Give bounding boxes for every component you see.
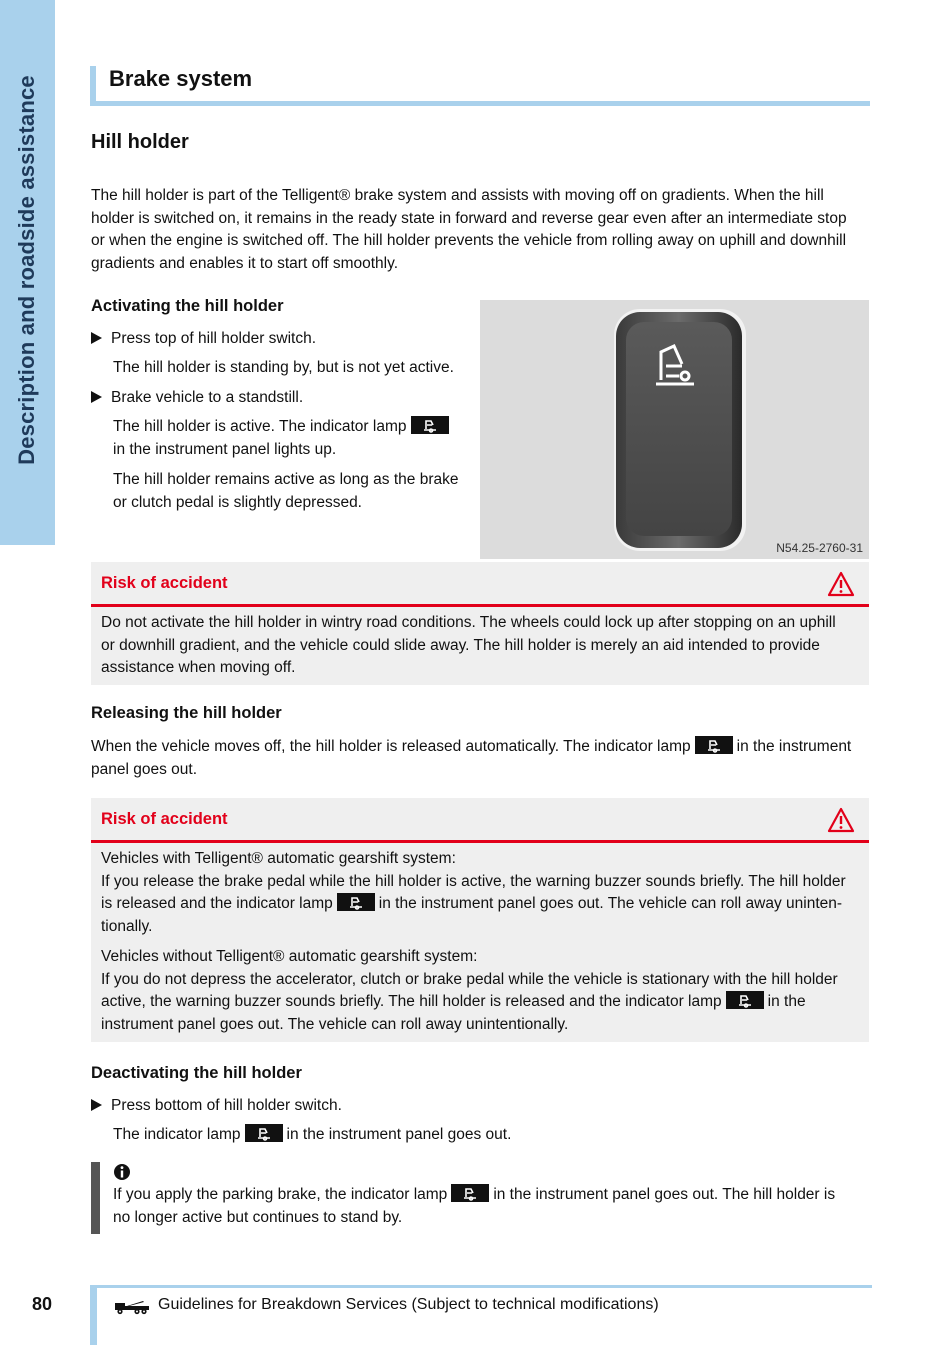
switch-figure (480, 300, 869, 559)
note-text (113, 1184, 835, 1229)
note-line: no longer active but continues to stand by. (113, 1208, 403, 1226)
warning-line: If you release the brake pedal while the hill holder is active, the warning buzzer sounds briefly. The hill holder (101, 872, 846, 890)
result-text: The indicator lamp (113, 1126, 241, 1143)
warning-title: Risk of accident (101, 810, 228, 828)
hill-holder-lamp-icon (451, 1184, 489, 1202)
warning-line: or downhill gradient, and the vehicle could slide away. The hill holder is merely an aid intended to provide (101, 636, 820, 654)
warning-line: Do not activate the hill holder in wintry road conditions. The wheels could lock up after stopping on an uphill (101, 614, 836, 631)
bullet-arrow-icon (91, 391, 102, 403)
figure-caption: N54.25-2760-31 (776, 541, 863, 555)
side-chapter-tab (0, 0, 55, 545)
info-note (91, 1162, 869, 1234)
warning-paragraph (101, 946, 859, 1036)
paragraph-text: in the instrument (736, 738, 852, 755)
intro-line: holder is switched on, it remains in the ready state in forward and reverse gear even after an intermediate stop (91, 209, 847, 227)
warning-line: Vehicles without Telligent® automatic gearshift system: (101, 948, 478, 965)
footer-text: Guidelines for Breakdown Services (Subject to technical modifications) (158, 1296, 659, 1313)
paragraph-text: panel goes out. (91, 760, 198, 778)
step-text: Brake vehicle to a standstill. (111, 389, 304, 406)
chapter-header (90, 66, 870, 106)
activating-result-1: The hill holder is standing by, but is not yet active. (113, 359, 454, 376)
paragraph-text: When the vehicle moves off, the hill holder is released automatically. The indicator lamp (91, 738, 691, 755)
intro-line: gradients and enables it to start off smoothly. (91, 254, 399, 272)
warning-line: active, the warning buzzer sounds briefly. The hill holder is released and the indicator lamp (101, 993, 722, 1010)
warning-line: Vehicles with Telligent® automatic gearshift system: (101, 850, 456, 867)
warning-header (91, 562, 869, 607)
warning-box (91, 562, 869, 685)
footer (90, 1285, 872, 1345)
warning-body (91, 843, 869, 1044)
warning-line: instrument panel goes out. The vehicle can roll away unintentionally. (101, 1015, 569, 1033)
hill-holder-lamp-icon (337, 893, 375, 911)
bullet-arrow-icon (91, 332, 102, 344)
warning-body (91, 607, 869, 688)
warning-line: tionally. (101, 917, 153, 935)
deactivating-step-1 (91, 1097, 342, 1115)
note-line: If you apply the parking brake, the indicator lamp (113, 1186, 448, 1203)
warning-triangle-icon (827, 571, 855, 597)
deactivating-heading: Deactivating the hill holder (91, 1064, 302, 1082)
intro-line: or when the engine is switched off. The hill holder prevents the vehicle from rolling away on uphill and downhill (91, 232, 847, 249)
result-text: The hill holder remains active as long as the brake (113, 471, 459, 488)
warning-title: Risk of accident (101, 574, 228, 592)
warning-line: assistance when moving off. (101, 659, 296, 676)
activating-result-2 (113, 416, 453, 461)
result-text: The hill holder is active. The indicator lamp (113, 418, 407, 435)
info-icon (113, 1162, 131, 1182)
result-text: in the instrument panel lights up. (113, 440, 337, 458)
note-line: in the instrument panel goes out. The hill holder is (493, 1186, 836, 1203)
hill-holder-lamp-icon (245, 1124, 283, 1142)
chapter-title: Brake system (109, 66, 253, 91)
tow-truck-icon (113, 1299, 151, 1315)
activating-step-2 (91, 389, 303, 407)
result-text: or clutch pedal is slightly depressed. (113, 493, 362, 511)
hill-holder-lamp-icon (411, 416, 449, 434)
warning-line: in the instrument panel goes out. The vehicle can roll away uninten- (378, 895, 843, 912)
result-text: in the instrument panel goes out. (286, 1126, 512, 1143)
warning-line: is released and the indicator lamp (101, 895, 333, 912)
hill-holder-lamp-icon (726, 991, 764, 1009)
page-number: 80 (32, 1294, 53, 1314)
step-text: Press top of hill holder switch. (111, 330, 317, 347)
warning-header (91, 798, 869, 843)
activating-step-1 (91, 330, 316, 348)
warning-box (91, 798, 869, 1042)
intro-line: The hill holder is part of the Telligent® brake system and assists with moving off on gradients. When the hill (91, 187, 824, 204)
warning-triangle-icon (827, 807, 855, 833)
activating-heading: Activating the hill holder (91, 297, 284, 315)
warning-paragraph (101, 848, 859, 938)
hill-holder-lamp-icon (695, 736, 733, 754)
bullet-arrow-icon (91, 1099, 102, 1111)
warning-line: If you do not depress the accelerator, clutch or brake pedal while the vehicle is stationary with the hill holder (101, 970, 838, 988)
hill-holder-switch-icon (480, 300, 869, 559)
releasing-paragraph (91, 736, 851, 781)
deactivating-result-1 (113, 1124, 511, 1147)
step-text: Press bottom of hill holder switch. (111, 1097, 342, 1114)
warning-line: in the (767, 993, 806, 1010)
side-chapter-label: Description and roadside assistance (14, 75, 39, 465)
section-title: Hill holder (91, 131, 189, 153)
releasing-heading: Releasing the hill holder (91, 704, 282, 722)
activating-result-3 (113, 469, 459, 514)
intro-paragraph (91, 185, 847, 275)
